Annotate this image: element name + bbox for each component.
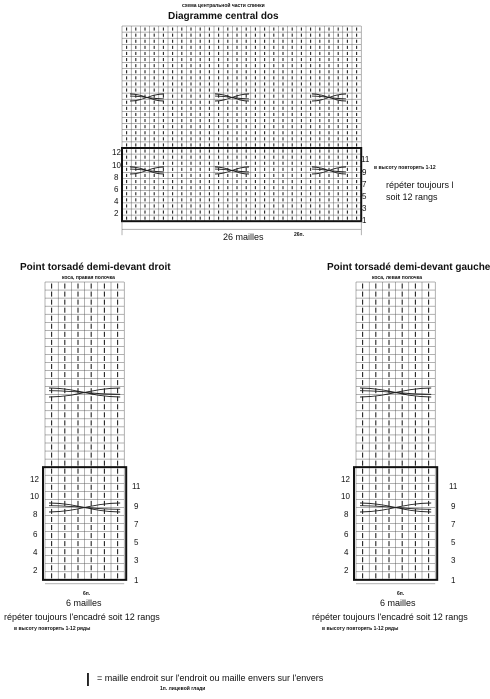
right-row-5: 5 [451, 538, 456, 547]
center-width-russian: 26п. [294, 232, 304, 238]
center-row-6: 6 [114, 185, 119, 194]
left-repeat-french: répéter toujours l'encadré soit 12 rangs [4, 612, 160, 622]
right-row-2: 2 [344, 566, 349, 575]
left-row-6: 6 [33, 530, 38, 539]
center-row-5: 5 [362, 192, 367, 201]
center-cable-cross [215, 169, 249, 172]
center-row-10: 10 [112, 161, 121, 170]
right-row-1: 1 [451, 576, 456, 585]
right-row-6: 6 [344, 530, 349, 539]
right-title: Point torsadé demi-devant gauche [327, 262, 490, 273]
right-width-label: 6 mailles [380, 598, 416, 608]
right-row-7: 7 [451, 520, 456, 529]
left-russian-caption: коса, правая полочка [62, 275, 115, 281]
right-row-3: 3 [451, 556, 456, 565]
center-cable-cross [215, 96, 249, 99]
left-row-3: 3 [134, 556, 139, 565]
left-row-8: 8 [33, 510, 38, 519]
right-repeat-russian: в высоту повторять 1-12 ряды [322, 626, 399, 632]
right-russian-caption: коса, левая полочка [372, 275, 422, 281]
center-side-russian: в высоту повторять 1-12 [374, 165, 436, 171]
right-row-10: 10 [341, 492, 350, 501]
center-row-2: 2 [114, 209, 119, 218]
center-row-9: 9 [362, 168, 367, 177]
center-row-4: 4 [114, 197, 119, 206]
legend-russian: 1п. лицевой глади [160, 686, 206, 692]
left-title: Point torsadé demi-devant droit [20, 262, 171, 273]
right-repeat-french: répéter toujours l'encadré soit 12 rangs [312, 612, 468, 622]
center-side-french-1: répéter toujours l [386, 180, 454, 190]
center-width-label: 26 mailles [223, 232, 264, 242]
left-row-4: 4 [33, 548, 38, 557]
right-row-9: 9 [451, 502, 456, 511]
left-row-1: 1 [134, 576, 139, 585]
center-title: Diagramme central dos [168, 11, 279, 22]
left-row-2: 2 [33, 566, 38, 575]
left-row-10: 10 [30, 492, 39, 501]
left-repeat-russian: в высоту повторять 1-12 ряды [14, 626, 91, 632]
center-row-3: 3 [362, 204, 367, 213]
legend-knit-symbol: | [86, 670, 90, 686]
right-width-russian: 6п. [397, 591, 405, 597]
center-row-1: 1 [362, 216, 367, 225]
right-row-11: 11 [449, 482, 458, 491]
legend-text: = maille endroit sur l'endroit ou maille envers sur l'envers [97, 673, 324, 683]
center-row-8: 8 [114, 173, 119, 182]
right-row-12: 12 [341, 475, 350, 484]
right-row-8: 8 [344, 510, 349, 519]
left-row-12: 12 [30, 475, 39, 484]
center-row-7: 7 [362, 180, 367, 189]
left-width-russian: 6п. [83, 591, 91, 597]
left-row-11: 11 [132, 482, 141, 491]
center-russian-caption: схема центральной части спинки [182, 3, 265, 9]
right-row-4: 4 [344, 548, 349, 557]
center-side-french-2: soit 12 rangs [386, 192, 438, 202]
center-row-12: 12 [112, 148, 121, 157]
center-row-11: 11 [361, 155, 370, 164]
left-row-5: 5 [134, 538, 139, 547]
left-row-9: 9 [134, 502, 139, 511]
left-width-label: 6 mailles [66, 598, 102, 608]
left-row-7: 7 [134, 520, 139, 529]
